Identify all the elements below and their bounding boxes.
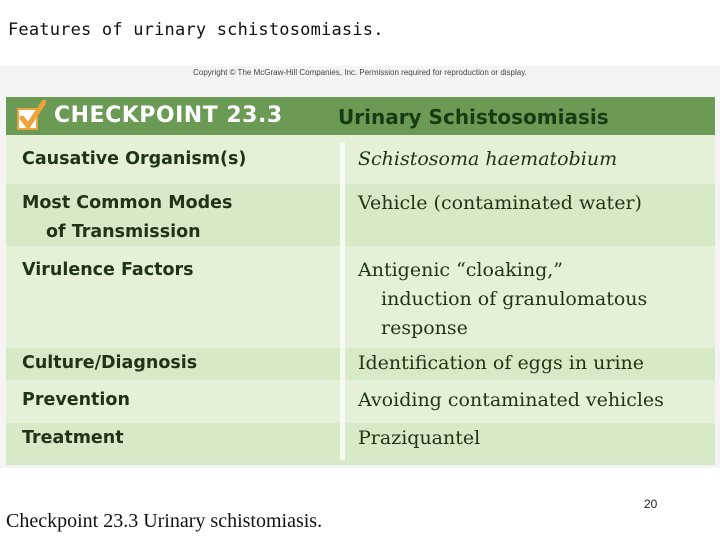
row-value <box>358 386 710 415</box>
copyright-notice: Copyright © The McGraw-Hill Companies, Inc. Permission required for reproduction or display. <box>193 68 527 77</box>
row-value-text: Schistosoma haematobium <box>358 148 618 170</box>
row-label <box>22 256 322 285</box>
row-value <box>358 349 710 378</box>
column-divider <box>340 142 345 460</box>
slide-title: Features of urinary schistosomiasis. <box>8 20 384 40</box>
table-row <box>6 348 715 380</box>
checkpoint-topic: Urinary Schistosomiasis <box>338 105 609 129</box>
table-row <box>6 251 715 347</box>
row-label-text: Culture/Diagnosis <box>22 353 198 373</box>
row-value-text: response <box>381 317 468 339</box>
row-value <box>358 145 710 174</box>
checkmark-icon <box>16 100 46 132</box>
row-value-text: Praziquantel <box>358 427 481 449</box>
table-row <box>6 140 715 183</box>
row-value-text: Antigenic “cloaking,” <box>358 259 564 281</box>
checkpoint-header <box>6 97 715 135</box>
row-label-text: Prevention <box>22 390 130 410</box>
page-number: 20 <box>644 497 658 511</box>
row-label-text: Virulence Factors <box>22 260 194 280</box>
row-label <box>22 424 322 453</box>
table-row <box>6 184 715 246</box>
row-label-text: of Transmission <box>46 222 201 242</box>
row-value-text: induction of granulomatous <box>381 288 648 310</box>
row-value <box>358 189 710 218</box>
table-row <box>6 423 715 465</box>
row-label-text: Most Common Modes <box>22 193 233 213</box>
row-value <box>358 256 710 343</box>
row-label <box>22 145 322 174</box>
row-label <box>22 349 322 378</box>
row-value-text: Vehicle (contaminated water) <box>358 192 642 214</box>
row-value-text: Avoiding contaminated vehicles <box>358 389 664 411</box>
row-value-text: Identification of eggs in urine <box>358 352 645 374</box>
checkpoint-panel <box>6 97 715 465</box>
row-label-text: Causative Organism(s) <box>22 149 247 169</box>
row-label <box>22 386 322 415</box>
slide-caption: Checkpoint 23.3 Urinary schistomiasis. <box>6 510 323 532</box>
row-label <box>22 189 322 247</box>
row-label-text: Treatment <box>22 428 124 448</box>
row-value <box>358 424 710 453</box>
checkpoint-label: CHECKPOINT 23.3 <box>54 103 283 128</box>
table-row <box>6 384 715 422</box>
